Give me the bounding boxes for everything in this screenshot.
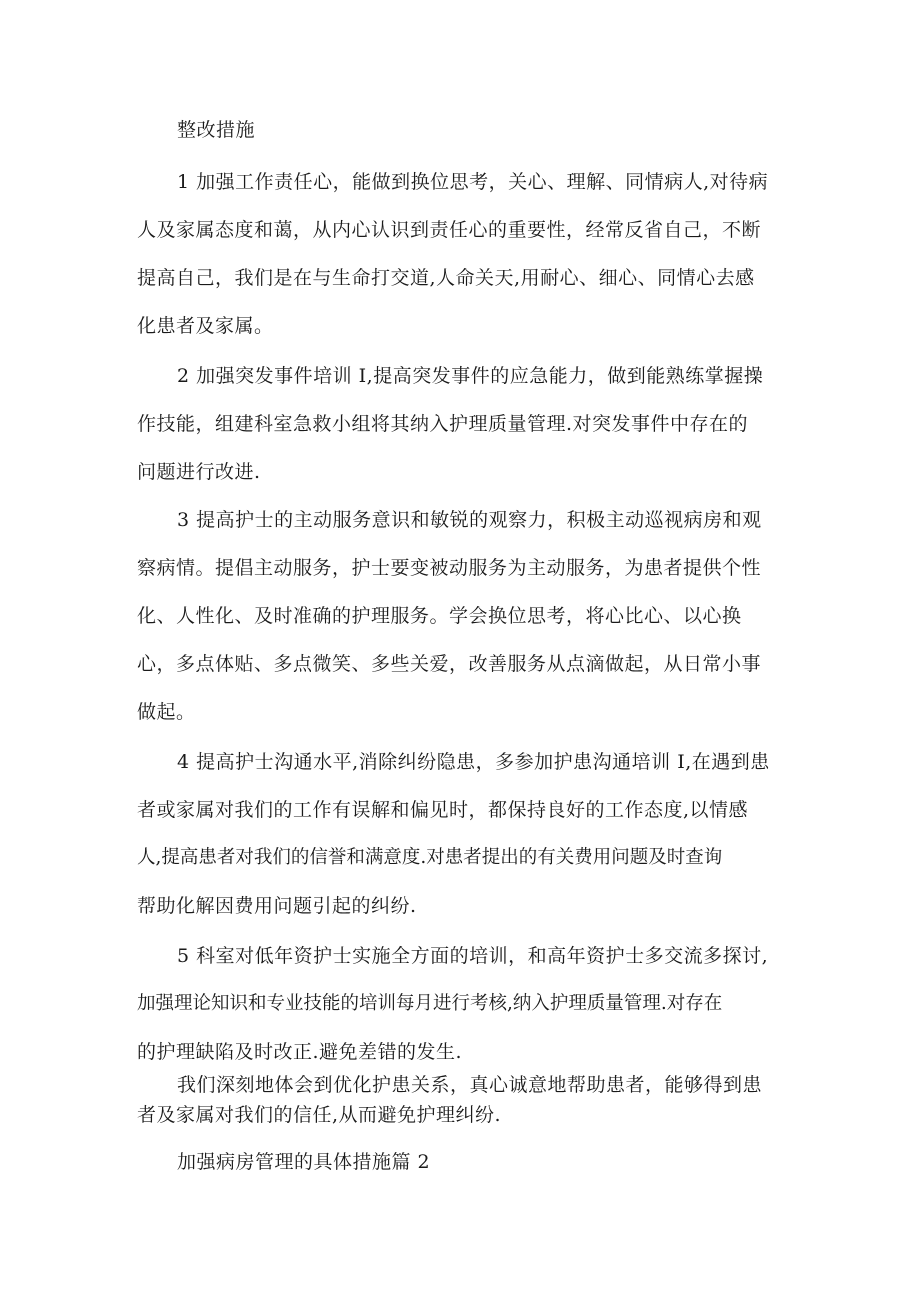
paragraph-3-line-4: 心，多点体贴、多点微笑、多些关爱，改善服务从点滴做起，从日常小事	[137, 653, 762, 675]
paragraph-4-line-1: 4 提高护士沟通水平,消除纠纷隐患，多参加护患沟通培训 I,在遇到患	[177, 751, 770, 773]
paragraph-3-line-2: 察病情。提倡主动服务，护士要变被动服务为主动服务，为患者提供个性	[137, 557, 762, 579]
paragraph-2-line-3: 问题进行改进.	[137, 461, 261, 483]
paragraph-3-line-3: 化、人性化、及时准确的护理服务。学会换位思考，将心比心、以心换	[137, 605, 742, 627]
paragraph-4-line-3: 人,提高患者对我们的信誉和满意度.对患者提出的有关费用问题及时查询	[137, 847, 723, 868]
closing-line-1: 我们深刻地体会到优化护患关系，真心诚意地帮助患者，能够得到患	[177, 1074, 763, 1096]
paragraph-2-line-2: 作技能，组建科室急救小组将其纳入护理质量管理.对突发事件中存在的	[137, 413, 749, 435]
paragraph-1-line-2: 人及家属态度和蔼，从内心认识到责任心的重要性，经常反省自己，不断	[137, 219, 762, 241]
paragraph-3-line-5: 做起。	[137, 701, 196, 723]
closing-line-2: 者及家属对我们的信任,从而避免护理纠纷.	[137, 1104, 502, 1126]
paragraph-2-line-1: 2 加强突发事件培训 I,提高突发事件的应急能力，做到能熟练掌握操	[177, 365, 764, 387]
paragraph-1-line-3: 提高自己，我们是在与生命打交道,人命关天,用耐心、细心、同情心去感	[137, 267, 755, 289]
paragraph-5-line-1: 5 科室对低年资护士实施全方面的培训，和高年资护士多交流多探讨,	[177, 945, 769, 967]
paragraph-4-line-4: 帮助化解因费用问题引起的纠纷.	[137, 895, 417, 917]
paragraph-5-line-2: 加强理论知识和专业技能的培训每月进行考核,纳入护理质量管理.对存在	[137, 993, 723, 1014]
paragraph-3-line-1: 3 提高护士的主动服务意识和敏锐的观察力，积极主动巡视病房和观	[177, 509, 762, 531]
next-section-heading: 加强病房管理的具体措施篇 2	[177, 1151, 431, 1173]
paragraph-1-line-1: 1 加强工作责任心，能做到换位思考，关心、理解、同情病人,对待病	[177, 171, 769, 193]
paragraph-1-line-4: 化患者及家属。	[137, 315, 274, 337]
paragraph-5-line-3: 的护理缺陷及时改正.避免差错的发生.	[137, 1041, 463, 1063]
section-heading: 整改措施	[177, 119, 256, 141]
paragraph-4-line-2: 者或家属对我们的工作有误解和偏见时，都保持良好的工作态度,以情感	[137, 799, 749, 821]
